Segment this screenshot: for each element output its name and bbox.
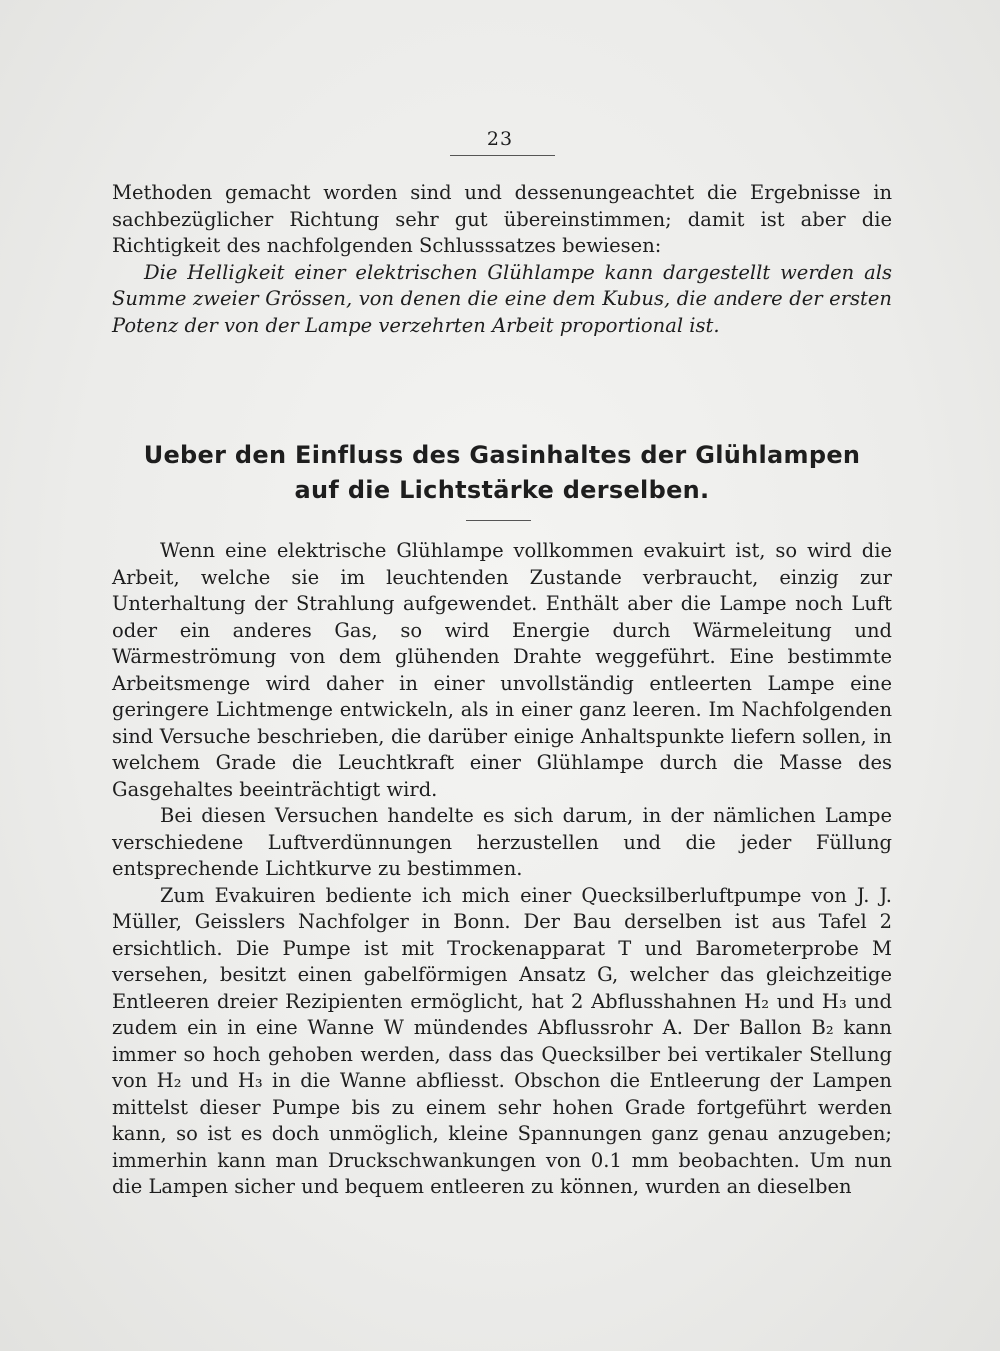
- intro-paragraph: Methoden gemacht worden sind und dessenungeachtet die Ergebnisse in sachbezüglicher Richtung sehr gut übereinstimmen; damit ist aber die Richtigkeit des nachfolgenden Schlusssatzes bewiesen:: [112, 181, 892, 257]
- body-paragraph-1: Wenn eine elektrische Glühlampe vollkommen evakuirt ist, so wird die Arbeit, welche sie im leuchtenden Zustande verbraucht, einzig zur Unterhaltung der Strahlung aufgewendet. Enthält aber die Lampe noch Luft oder ein anderes Gas, so wird Energie durch Wärmeleitung und Wärmeströmung von dem glühenden Drahte weggeführt. Eine bestimmte Arbeitsmenge wird daher in einer unvollständig entleerten Lampe eine geringere Lichtmenge entwickeln, als in einer ganz leeren. Im Nachfolgenden sind Versuche beschrieben, die darüber einige Anhaltspunkte liefern sollen, in welchem Grade die Leuchtkraft einer Glühlampe durch die Masse des Gasgehaltes beeinträchtigt wird.: [112, 539, 892, 801]
- body-paragraph-2: Bei diesen Versuchen handelte es sich darum, in der nämlichen Lampe verschiedene Luftverdünnungen herzustellen und die jeder Füllung entsprechende Lichtkurve zu bestimmen.: [112, 804, 892, 880]
- intro-block: [112, 180, 892, 339]
- body-paragraph-3: Zum Evakuiren bediente ich mich einer Quecksilberluftpumpe von J. J. Müller, Geisslers Nachfolger in Bonn. Der Bau derselben ist aus Tafel 2 ersichtlich. Die Pumpe ist mit Trockenapparat T und Barometerprobe M versehen, besitzt einen gabelförmigen Ansatz G, welcher das gleichzeitige Entleeren dreier Rezipienten ermöglicht, hat 2 Abflusshahnen H₂ und H₃ und zudem ein in eine Wanne W mündendes Abflussrohr A. Der Ballon B₂ kann immer so hoch gehoben werden, dass das Quecksilber bei vertikaler Stellung von H₂ und H₃ in die Wanne abfliesst. Obschon die Entleerung der Lampen mittelst dieser Pumpe bis zu einem sehr hohen Grade fortgeführt werden kann, so ist es doch unmöglich, kleine Spannungen ganz genau anzugeben; immerhin kann man Druckschwankungen von 0.1 mm beobachten. Um nun die Lampen sicher und bequem entleeren zu können, wurden an dieselben: [112, 883, 892, 1198]
- page-number-rule: [450, 155, 555, 156]
- section-title-line-2: auf die Lichtstärke derselben.: [294, 476, 710, 504]
- heading-rule: [466, 520, 531, 521]
- page-number: 23: [486, 128, 514, 150]
- thesis-paragraph: Die Helligkeit einer elektrischen Glühlampe kann dargestellt werden als Summe zweier Grössen, von denen die eine dem Kubus, die andere der ersten Potenz der von der Lampe verzehrten Arbeit proportional ist.: [112, 260, 892, 337]
- body-text: [112, 538, 892, 1201]
- section-title-line-1: Ueber den Einfluss des Gasinhaltes der Glühlampen: [143, 441, 861, 469]
- section-heading: [112, 438, 892, 508]
